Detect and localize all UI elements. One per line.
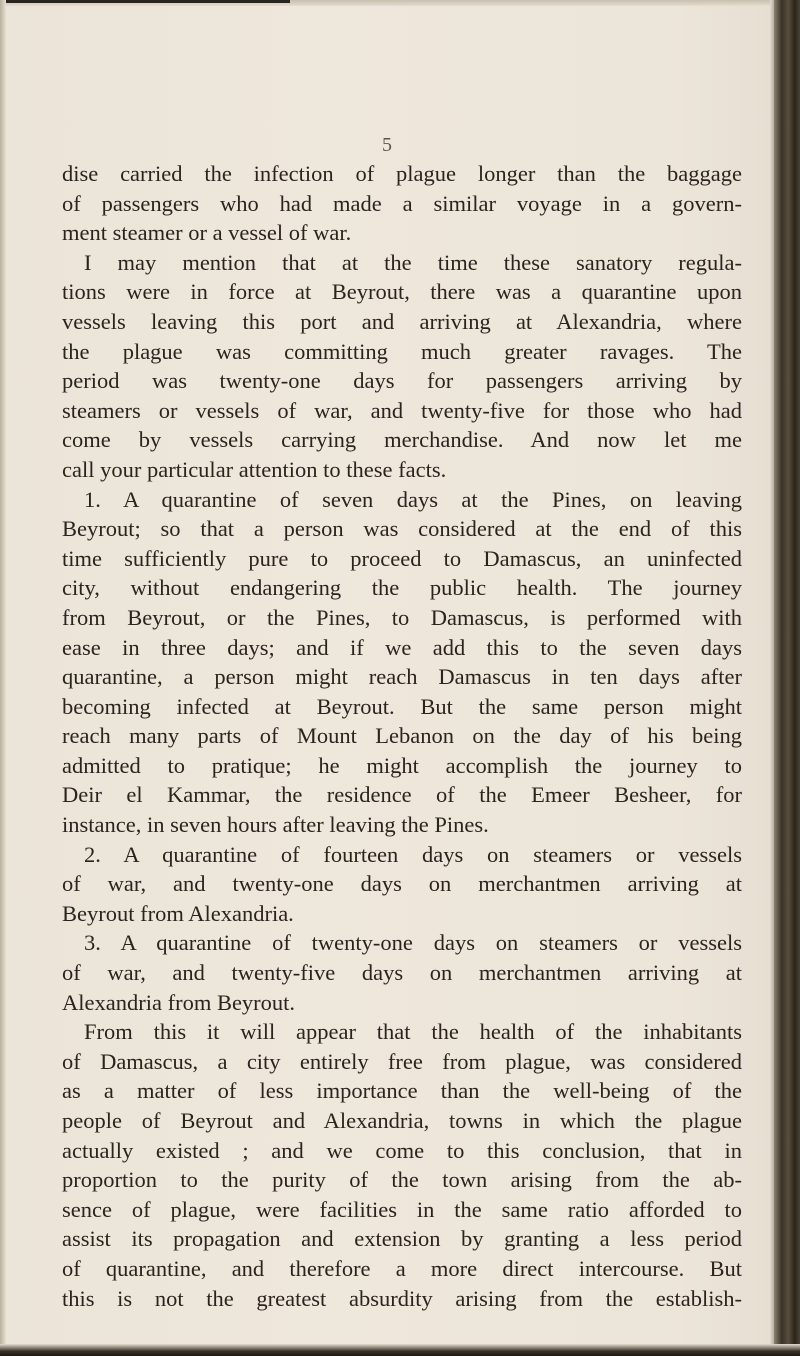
text-line: becoming infected at Beyrout. But the same person might: [62, 693, 742, 719]
top-rule: [0, 0, 290, 3]
text-line: I may mention that at the time these sanatory regula-: [84, 249, 742, 275]
text-line: of passengers who had made a similar voyage in a govern-: [62, 190, 742, 216]
page-bottom-edge: [0, 1344, 800, 1356]
text-line: actually existed ; and we come to this conclusion, that in: [62, 1137, 742, 1163]
text-line: as a matter of less importance than the well-being of the: [62, 1078, 742, 1104]
text-line: period was twenty-one days for passengers arriving by: [62, 368, 742, 394]
text-line: From this it will appear that the health of the inhabitants: [84, 1019, 742, 1045]
page-left-edge: [0, 0, 6, 1356]
text-line: of Damascus, a city entirely free from plague, was considered: [62, 1048, 742, 1074]
text-line: ment steamer or a vessel of war.: [62, 220, 352, 246]
text-line: proportion to the purity of the town arising from the ab-: [62, 1167, 742, 1193]
text-line: 3. A quarantine of twenty-one days on steamers or vessels: [84, 930, 742, 956]
text-line: vessels leaving this port and arriving at Alexandria, where: [62, 308, 742, 334]
text-line: ease in three days; and if we add this to the seven days: [62, 634, 742, 660]
text-line: of war, and twenty-five days on merchantmen arriving at: [62, 960, 742, 986]
text-line: sence of plague, were facilities in the same ratio afforded to: [62, 1196, 742, 1222]
text-line: people of Beyrout and Alexandria, towns in which the plague: [62, 1108, 742, 1133]
book-spine-edge: [774, 0, 800, 1356]
text-line: admitted to pratique; he might accomplish the journey to: [62, 752, 742, 778]
text-line: quarantine, a person might reach Damascus in ten days after: [62, 664, 742, 690]
text-line: Alexandria from Beyrout.: [62, 989, 296, 1015]
text-line: from Beyrout, or the Pines, to Damascus, is performed with: [62, 604, 742, 630]
text-line: assist its propagation and extension by granting a less period: [62, 1226, 742, 1252]
text-line: instance, in seven hours after leaving the Pines.: [62, 812, 489, 838]
text-line: 1. A quarantine of seven days at the Pines, on leaving: [84, 486, 742, 512]
text-line: tions were in force at Beyrout, there was a quarantine upon: [62, 279, 742, 305]
text-line: come by vessels carrying merchandise. And now let me: [62, 427, 742, 453]
text-line: Beyrout; so that a person was considered at the end of this: [62, 516, 742, 542]
text-line: time sufficiently pure to proceed to Damascus, an uninfected: [62, 545, 742, 571]
text-line: the plague was committing much greater ravages. The: [62, 338, 742, 364]
body-text: [62, 159, 742, 1313]
text-line: call your particular attention to these facts.: [62, 456, 447, 482]
text-line: steamers or vessels of war, and twenty-five for those who had: [62, 397, 742, 423]
text-line: this is not the greatest absurdity arising from the establish-: [62, 1285, 742, 1311]
text-line: reach many parts of Mount Lebanon on the day of his being: [62, 723, 742, 749]
text-line: of quarantine, and therefore a more direct intercourse. But: [62, 1255, 742, 1281]
text-line: of war, and twenty-one days on merchantmen arriving at: [62, 871, 742, 897]
text-line: city, without endangering the public health. The journey: [62, 575, 742, 601]
text-line: Deir el Kammar, the residence of the Emeer Besheer, for: [62, 782, 742, 808]
text-line: 2. A quarantine of fourteen days on steamers or vessels: [84, 841, 742, 867]
page-number: 5: [382, 134, 392, 156]
text-line: Beyrout from Alexandria.: [62, 900, 294, 926]
text-line: dise carried the infection of plague longer than the baggage: [62, 161, 742, 186]
